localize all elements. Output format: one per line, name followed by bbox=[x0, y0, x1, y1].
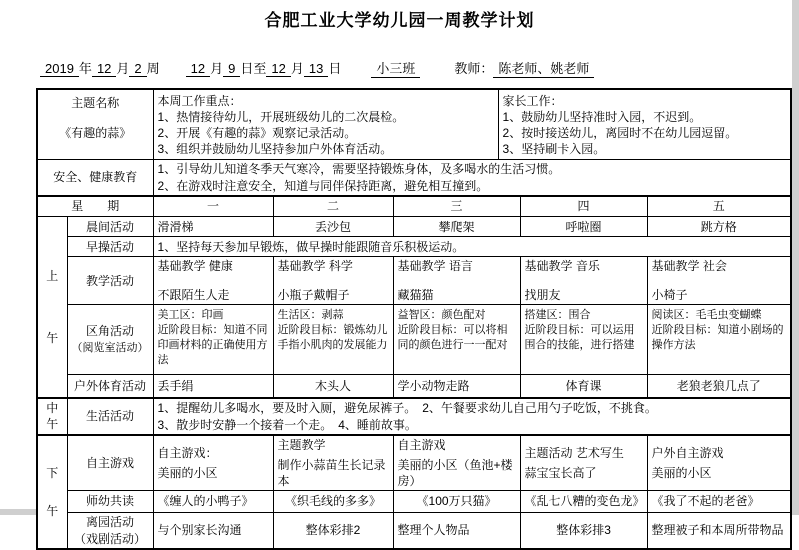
from-day-value: 9 bbox=[223, 61, 240, 77]
teacher-label: 教师： bbox=[454, 61, 494, 76]
row-label-free-play: 自主游戏 bbox=[67, 435, 153, 491]
teaching-wed bbox=[393, 257, 520, 305]
departure-label: 离园活动 bbox=[86, 514, 135, 529]
corner-thu bbox=[520, 305, 647, 375]
weekly-plan-table bbox=[36, 88, 792, 550]
class-name: 小三班 bbox=[371, 58, 420, 78]
corner-wed bbox=[393, 305, 520, 375]
corner-thu-area: 搭建区：围合 bbox=[524, 309, 591, 321]
departure-tue: 整体彩排2 bbox=[273, 512, 393, 549]
week-focus-item: 2、开展《有趣的蒜》观察记录活动。 bbox=[157, 126, 357, 140]
life-line: 1、提醒幼儿多喝水，要及时入厕，避免尿裤子。 2、午餐要求幼儿自己用勺子吃饭，不挑食。 bbox=[157, 400, 657, 415]
corner-mon-goal: 近阶段目标：知道不同印画材料的正确使用方法 bbox=[157, 324, 268, 366]
teaching-tue-subject: 基础教学 科学 bbox=[277, 259, 353, 273]
corner-label: 区角活动 bbox=[86, 324, 135, 338]
departure-wed: 整理个人物品 bbox=[393, 512, 520, 549]
safety-item: 1、引导幼儿知道冬季天气寒冷，需要坚持锻炼身体，及多喝水的生活习惯。 bbox=[157, 161, 561, 176]
teaching-wed-topic: 藏猫猫 bbox=[397, 288, 434, 302]
free-play-fri bbox=[647, 435, 791, 491]
free-play-tue bbox=[273, 435, 393, 491]
departure-sublabel: （戏剧活动） bbox=[74, 531, 147, 546]
teaching-thu bbox=[520, 257, 647, 305]
teaching-wed-subject: 基础教学 语言 bbox=[397, 259, 473, 273]
parent-work-item: 1、鼓励幼儿坚持准时入园，不迟到。 bbox=[502, 110, 702, 124]
weekday-fri: 五 bbox=[647, 196, 791, 217]
week-label: 周 bbox=[146, 61, 160, 76]
parent-work-cell bbox=[498, 89, 791, 159]
to-month-value: 12 bbox=[266, 61, 290, 77]
corner-tue-goal: 近阶段目标：锻炼幼儿手指小肌肉的发展能力 bbox=[277, 324, 388, 351]
corner-tue-area: 生活区：剥蒜 bbox=[277, 309, 344, 321]
from-month-label: 月 bbox=[210, 61, 224, 76]
theme-value: 《有趣的蒜》 bbox=[59, 126, 132, 140]
parent-work-item: 2、按时接送幼儿，离园时不在幼儿园逗留。 bbox=[502, 126, 738, 140]
theme-cell bbox=[37, 89, 153, 159]
corner-mon-area: 美工区：印画 bbox=[157, 309, 224, 321]
outdoor-tue: 木头人 bbox=[273, 375, 393, 398]
to-day-label: 日 bbox=[328, 61, 342, 76]
weekday-wed: 三 bbox=[393, 196, 520, 217]
weekday-tue: 二 bbox=[273, 196, 393, 217]
teaching-fri-subject: 基础教学 社会 bbox=[651, 259, 727, 273]
teaching-tue bbox=[273, 257, 393, 305]
free-play-wed bbox=[393, 435, 520, 491]
row-label-outdoor: 户外体育活动 bbox=[67, 375, 153, 398]
reading-fri: 《我了不起的老爸》 bbox=[647, 490, 791, 512]
morning-thu: 呼啦圈 bbox=[520, 217, 647, 237]
year-value: 2019 bbox=[40, 61, 79, 77]
free-play-thu-topic: 蒜宝宝长高了 bbox=[524, 465, 597, 480]
viewport-edge-right bbox=[792, 0, 799, 515]
range-label: 日至 bbox=[240, 61, 267, 76]
morning-mon: 滑滑梯 bbox=[153, 217, 273, 237]
morning-tue: 丢沙包 bbox=[273, 217, 393, 237]
free-play-mon bbox=[153, 435, 273, 491]
departure-mon: 与个别家长沟通 bbox=[153, 512, 273, 549]
outdoor-mon: 丢手绢 bbox=[153, 375, 273, 398]
corner-tue bbox=[273, 305, 393, 375]
morning-fri: 跳方格 bbox=[647, 217, 791, 237]
safety-cell bbox=[153, 159, 791, 196]
teacher-names: 陈老师、姚老师 bbox=[493, 58, 594, 78]
free-play-tue-topic: 制作小蒜苗生长记录本 bbox=[277, 457, 386, 488]
week-focus-item: 1、热情接待幼儿，开展班级幼儿的二次晨检。 bbox=[157, 110, 405, 124]
period-afternoon: 下午 bbox=[37, 435, 67, 549]
free-play-thu-type: 主题活动 艺术写生 bbox=[524, 445, 624, 460]
departure-thu: 整体彩排3 bbox=[520, 512, 647, 549]
week-focus-item: 3、组织并鼓励幼儿坚持参加户外体育活动。 bbox=[157, 142, 393, 156]
free-play-tue-type: 主题教学 bbox=[277, 437, 326, 452]
safety-item: 2、在游戏时注意安全，知道与同伴保持距离，避免相互撞到。 bbox=[157, 178, 489, 193]
week-focus-cell bbox=[153, 89, 498, 159]
row-label-corner bbox=[67, 305, 153, 375]
outdoor-thu: 体育课 bbox=[520, 375, 647, 398]
teaching-tue-topic: 小瓶子戴帽子 bbox=[277, 288, 350, 302]
exercise-text: 1、坚持每天参加早锻炼，做早操时能跟随音乐积极运动。 bbox=[153, 237, 791, 257]
corner-wed-area: 益智区：颜色配对 bbox=[397, 309, 486, 321]
weekday-thu: 四 bbox=[520, 196, 647, 217]
date-line bbox=[40, 58, 594, 78]
parent-work-title: 家长工作： bbox=[502, 94, 563, 108]
month-label: 月 bbox=[116, 61, 130, 76]
year-label: 年 bbox=[78, 61, 92, 76]
life-cell bbox=[153, 398, 791, 435]
morning-wed: 攀爬架 bbox=[393, 217, 520, 237]
free-play-fri-topic: 美丽的小区 bbox=[651, 465, 712, 480]
reading-wed: 《100万只猫》 bbox=[393, 490, 520, 512]
period-noon: 中午 bbox=[37, 398, 67, 435]
reading-thu: 《乱七八糟的变色龙》 bbox=[520, 490, 647, 512]
teaching-fri bbox=[647, 257, 791, 305]
departure-fri: 整理被子和本周所带物品 bbox=[647, 512, 791, 549]
row-label-exercise: 早操活动 bbox=[67, 237, 153, 257]
weekday-mon: 一 bbox=[153, 196, 273, 217]
corner-wed-goal: 近阶段目标：可以将相同的颜色进行一一配对 bbox=[397, 324, 508, 351]
theme-label: 主题名称 bbox=[71, 96, 120, 110]
parent-work-item: 3、坚持刷卡入园。 bbox=[502, 142, 606, 156]
row-label-reading: 师幼共读 bbox=[67, 490, 153, 512]
week-focus-title: 本周工作重点： bbox=[157, 94, 242, 108]
free-play-thu bbox=[520, 435, 647, 491]
corner-fri bbox=[647, 305, 791, 375]
to-month-label: 月 bbox=[290, 61, 304, 76]
life-line: 3、散步时安静一个接着一个走。 4、睡前故事。 bbox=[157, 417, 417, 432]
teaching-thu-subject: 基础教学 音乐 bbox=[524, 259, 600, 273]
to-day-value: 13 bbox=[304, 61, 328, 77]
teaching-fri-topic: 小椅子 bbox=[651, 288, 688, 302]
row-label-teaching: 教学活动 bbox=[67, 257, 153, 305]
row-label-life: 生活活动 bbox=[67, 398, 153, 435]
from-month-value: 12 bbox=[186, 61, 210, 77]
reading-mon: 《缠人的小鸭子》 bbox=[153, 490, 273, 512]
reading-tue: 《织毛线的多多》 bbox=[273, 490, 393, 512]
safety-label: 安全、健康教育 bbox=[37, 159, 153, 196]
row-label-departure bbox=[67, 512, 153, 549]
teaching-mon-topic: 不跟陌生人走 bbox=[157, 288, 230, 302]
free-play-wed-type: 自主游戏 bbox=[397, 437, 446, 452]
outdoor-wed: 学小动物走路 bbox=[393, 375, 520, 398]
corner-thu-goal: 近阶段目标：可以运用围合的技能，进行搭建 bbox=[524, 324, 635, 351]
free-play-fri-type: 户外自主游戏 bbox=[651, 445, 724, 460]
weekday-header-label: 星 期 bbox=[37, 196, 153, 217]
outdoor-fri: 老狼老狼几点了 bbox=[647, 375, 791, 398]
month-value: 12 bbox=[92, 61, 116, 77]
free-play-wed-topic: 美丽的小区（鱼池+楼房） bbox=[397, 457, 513, 488]
teaching-mon bbox=[153, 257, 273, 305]
page-title: 合肥工业大学幼儿园一周教学计划 bbox=[264, 11, 535, 30]
corner-sublabel: （阅览室活动） bbox=[71, 342, 149, 354]
free-play-mon-type: 自主游戏： bbox=[157, 445, 218, 460]
corner-fri-area: 阅读区：毛毛虫变蝴蝶 bbox=[651, 309, 762, 321]
row-label-morning-activity: 晨间活动 bbox=[67, 217, 153, 237]
teaching-mon-subject: 基础教学 健康 bbox=[157, 259, 233, 273]
teaching-thu-topic: 找朋友 bbox=[524, 288, 561, 302]
corner-fri-goal: 近阶段目标：知道小剧场的操作方法 bbox=[651, 324, 784, 351]
period-morning: 上午 bbox=[37, 217, 67, 398]
free-play-mon-topic: 美丽的小区 bbox=[157, 465, 218, 480]
week-value: 2 bbox=[129, 61, 146, 77]
corner-mon bbox=[153, 305, 273, 375]
